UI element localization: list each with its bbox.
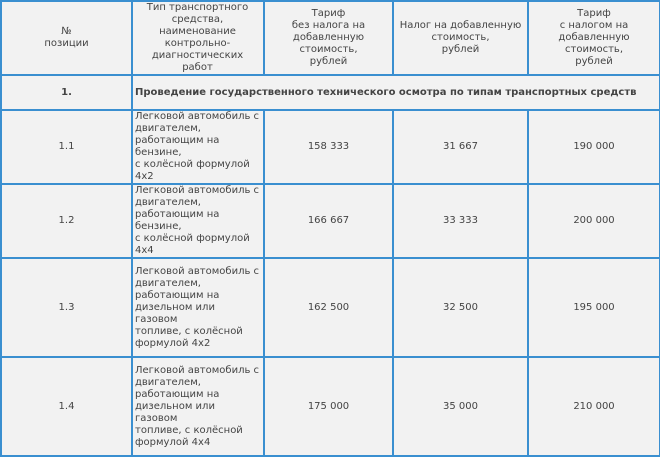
row-vehicle-type: Легковой автомобиль с двигателем, работающим на дизельном или газовом топливе, с колёсной формулой 4х2	[132, 258, 264, 357]
row-vat: 31 667	[393, 110, 528, 184]
section-number: 1.	[1, 75, 132, 110]
row-vehicle-type: Легковой автомобиль с двигателем, работающим на бензине, с колёсной формулой 4х4	[132, 184, 264, 258]
row-tariff-without-vat: 158 333	[264, 110, 393, 184]
row-vat: 35 000	[393, 357, 528, 456]
section-row	[1, 75, 660, 110]
row-vat: 33 333	[393, 184, 528, 258]
header-row	[1, 1, 660, 75]
row-tariff-without-vat: 175 000	[264, 357, 393, 456]
row-tariff-without-vat: 166 667	[264, 184, 393, 258]
section-title: Проведение государственного технического осмотра по типам транспортных средств	[132, 75, 660, 110]
row-tariff-with-vat: 195 000	[528, 258, 660, 357]
header-vat: Налог на добавленную стоимость, рублей	[393, 1, 528, 75]
row-tariff-with-vat: 190 000	[528, 110, 660, 184]
header-tariff-with-vat: Тариф с налогом на добавленную стоимость, рублей	[528, 1, 660, 75]
row-vehicle-type: Легковой автомобиль с двигателем, работающим на дизельном или газовом топливе, с колёсной формулой 4х4	[132, 357, 264, 456]
row-position-number: 1.2	[1, 184, 132, 258]
header-tariff-without-vat: Тариф без налога на добавленную стоимость, рублей	[264, 1, 393, 75]
row-tariff-with-vat: 200 000	[528, 184, 660, 258]
header-position-number: № позиции	[1, 1, 132, 75]
row-position-number: 1.3	[1, 258, 132, 357]
row-vat: 32 500	[393, 258, 528, 357]
table-row	[1, 184, 660, 258]
row-tariff-without-vat: 162 500	[264, 258, 393, 357]
row-position-number: 1.4	[1, 357, 132, 456]
row-vehicle-type: Легковой автомобиль с двигателем, работающим на бензине, с колёсной формулой 4х2	[132, 110, 264, 184]
table-row	[1, 110, 660, 184]
table-row	[1, 258, 660, 357]
header-vehicle-type: Тип транспортного средства, наименование контрольно- диагностических работ	[132, 1, 264, 75]
row-tariff-with-vat: 210 000	[528, 357, 660, 456]
table-row	[1, 357, 660, 456]
row-position-number: 1.1	[1, 110, 132, 184]
